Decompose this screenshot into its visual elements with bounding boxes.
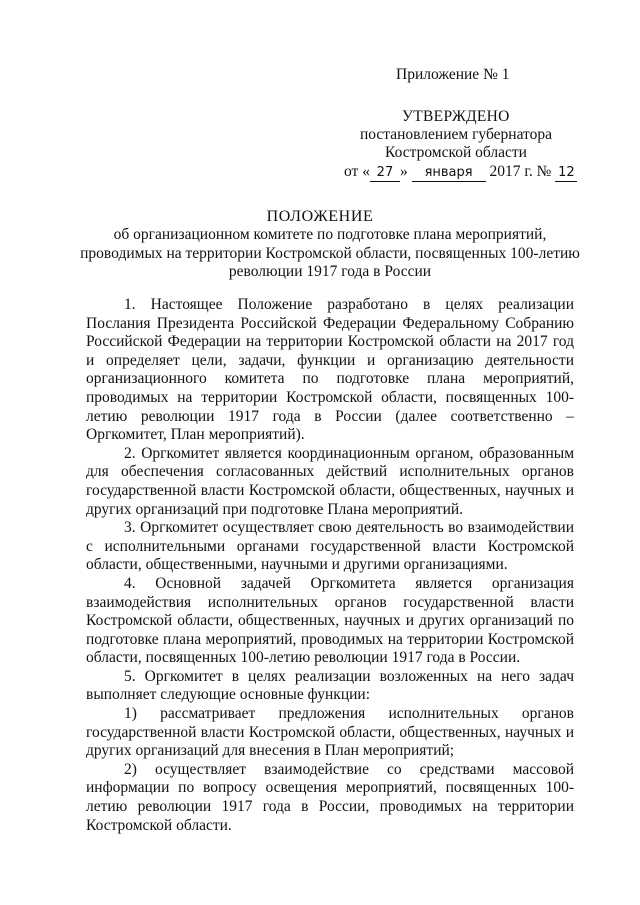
date-day: 27 bbox=[370, 165, 400, 182]
paragraph-5: 5. Оргкомитет в целях реализации возложенных на него задач выполняет следующие основные функции: bbox=[86, 667, 574, 704]
paragraph-5-item-1: 1) рассматривает предложения исполнительных органов государственной власти Костромской области, общественных, научных и других организаций для внесения в План мероприятий; bbox=[86, 705, 574, 760]
paragraph-2: 2. Оргкомитет является координационным органом, образованным для обеспечения согласованных действий исполнительных органов государственной власти Костромской области, общественных, научных и других организаций при подготовке Плана мероприятий. bbox=[86, 444, 574, 518]
subtitle-line: об организационном комитете по подготовке плана мероприятий, bbox=[113, 226, 547, 243]
appendix-label: Приложение № 1 bbox=[396, 66, 510, 83]
subtitle-line: проводимых на территории Костромской области, посвященных 100-летию bbox=[80, 244, 580, 262]
paragraph-5-item-2: 2) осуществляет взаимодействие со средствами массовой информации по вопросу освещения мероприятий, посвященных 100-летию революции 1917 года в России, проводимых на территории Костромской области. bbox=[86, 760, 574, 834]
paragraph-3: 3. Оргкомитет осуществляет свою деятельность во взаимодействии с исполнительными органами государственной власти Костромской области, общественными, научными и другими организациями. bbox=[86, 519, 574, 574]
paragraph-1: 1. Настоящее Положение разработано в целях реализации Послания Президента Российской Федерации Федеральному Собранию Российской Федерации на территории Костромской области на 2017 год и определяет цели, задачи, функции и организацию деятельности организационного комитета по подготовке плана мероприятий, проводимых на территории Костромской области, посвященных 100-летию революции 1917 года в России (далее соответственно – Оргкомитет, План мероприятий). bbox=[86, 296, 574, 444]
approved-by-line-2: Костромской области bbox=[385, 144, 527, 161]
date-mid: » bbox=[399, 163, 408, 180]
decree-number: 12 bbox=[555, 165, 577, 182]
approval-date-line bbox=[344, 163, 577, 182]
paragraph-4: 4. Основной задачей Оргкомитета является организация взаимодействия исполнительных органов государственной власти Костромской области, общественных, научных и других организаций по подготовке плана мероприятий, проводимых на территории Костромской области, посвященных 100-летию революции 1917 года в России. bbox=[86, 574, 574, 667]
approved-by-line-1: постановлением губернатора bbox=[359, 126, 553, 143]
subtitle-line: революции 1917 года в России bbox=[228, 263, 432, 280]
document-body bbox=[86, 296, 574, 835]
date-year: 2017 г. № bbox=[489, 163, 552, 180]
document-title: ПОЛОЖЕНИЕ bbox=[266, 208, 374, 225]
document-subtitle bbox=[80, 226, 580, 282]
date-prefix: от « bbox=[344, 163, 370, 180]
approved-stamp-text: УТВЕРЖДЕНО bbox=[402, 108, 510, 125]
date-month: января bbox=[412, 165, 486, 182]
